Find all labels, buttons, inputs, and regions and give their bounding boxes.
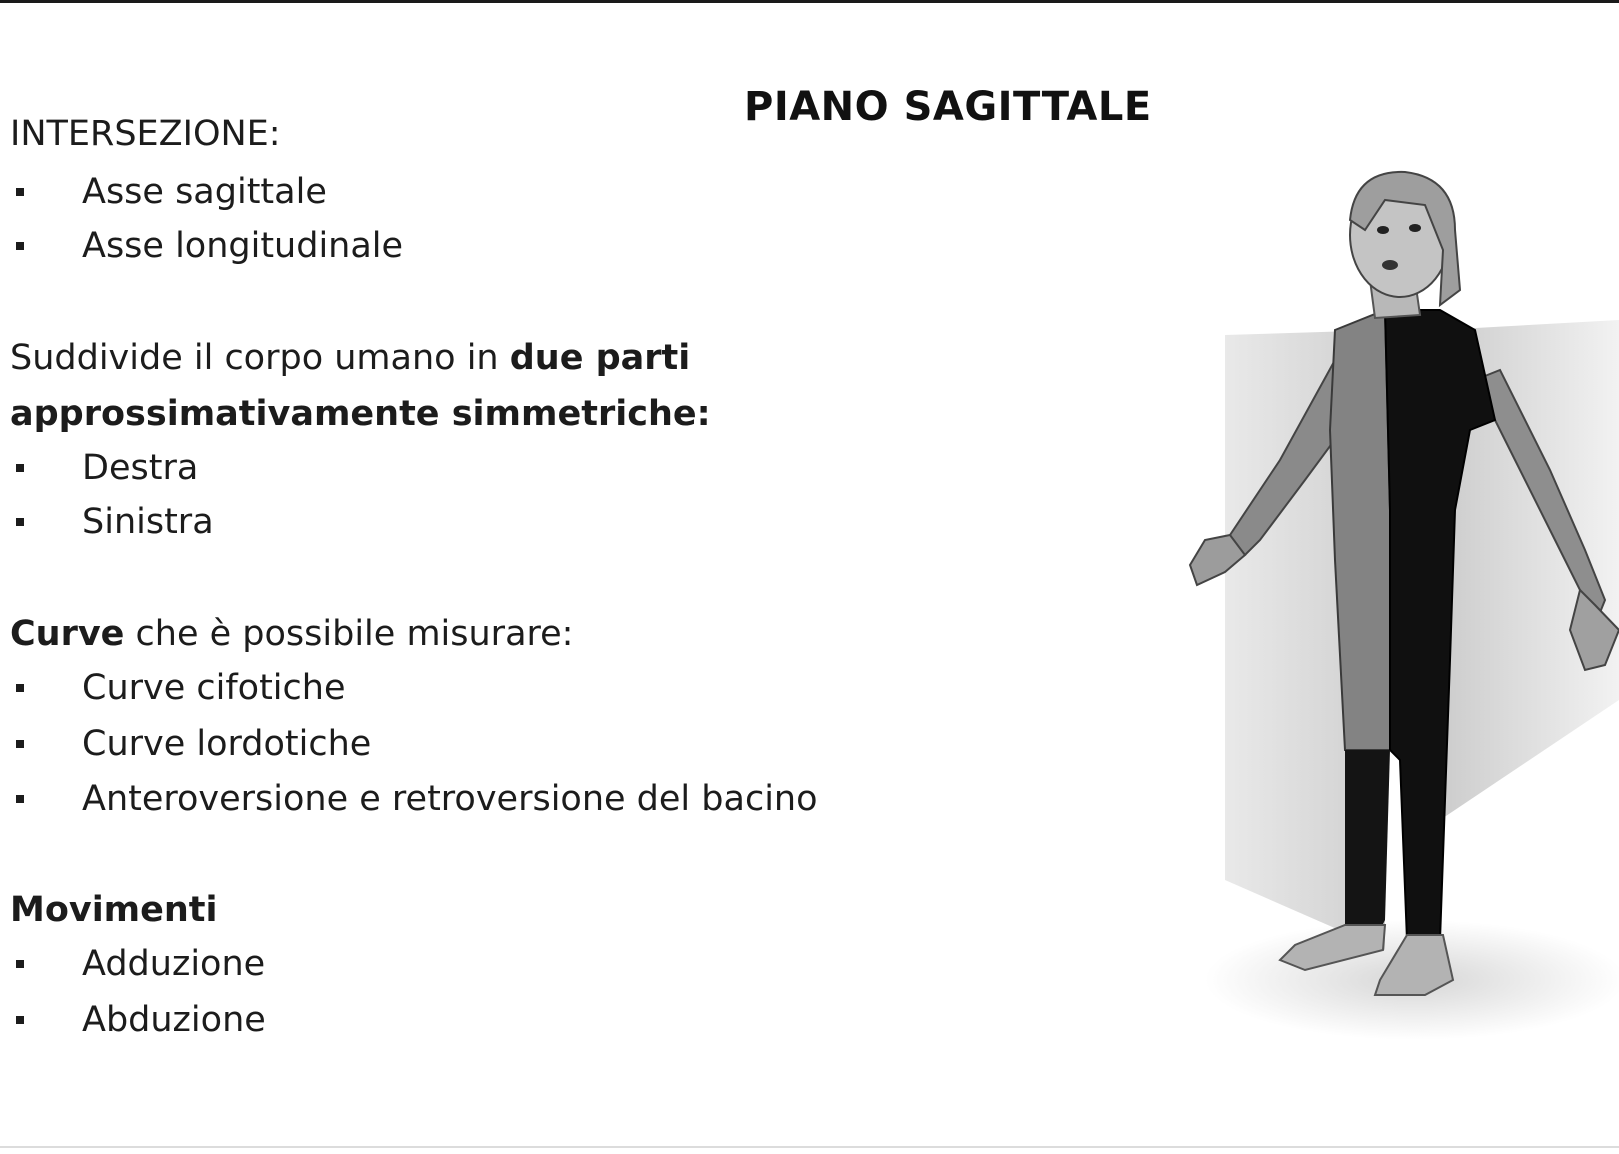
division-line-1 <box>10 336 690 380</box>
bullet-icon <box>16 464 24 472</box>
division-item: Sinistra <box>82 502 214 542</box>
left-leg-lower <box>1345 750 1390 930</box>
division-line-2: approssimativamente simmetriche: <box>10 394 711 434</box>
mouth <box>1382 260 1398 270</box>
division-text: Suddivide il corpo umano in <box>10 338 510 378</box>
left-eye <box>1377 226 1389 234</box>
bullet-icon <box>16 242 24 250</box>
right-eye <box>1409 224 1421 232</box>
curves-item: Curve lordotiche <box>82 724 372 764</box>
intersection-item: Asse sagittale <box>82 172 327 212</box>
bullet-icon <box>16 960 24 968</box>
division-item: Destra <box>82 448 199 488</box>
intersection-heading: INTERSEZIONE: <box>10 114 281 154</box>
bullet-icon <box>16 1016 24 1024</box>
movements-item: Abduzione <box>82 1000 266 1040</box>
human-body-sagittal-plane-illustration <box>1185 160 1619 1050</box>
slide-title: PIANO SAGITTALE <box>744 84 1152 130</box>
bullet-icon <box>16 188 24 196</box>
curves-item: Anteroversione e retroversione del bacino <box>82 779 818 819</box>
curves-item: Curve cifotiche <box>82 668 346 708</box>
curves-heading <box>10 612 573 656</box>
bullet-icon <box>16 740 24 748</box>
body-figure-svg <box>1185 160 1619 1050</box>
movements-item: Adduzione <box>82 944 266 984</box>
bullet-icon <box>16 518 24 526</box>
intersection-item: Asse longitudinale <box>82 226 404 266</box>
bottom-border <box>0 1146 1619 1148</box>
bullet-icon <box>16 684 24 692</box>
curves-heading-rest: che è possibile misurare: <box>124 614 574 654</box>
movements-heading: Movimenti <box>10 890 218 930</box>
top-border <box>0 0 1619 3</box>
bullet-icon <box>16 795 24 803</box>
division-bold-1: due parti <box>509 338 691 378</box>
curves-heading-bold: Curve <box>10 614 125 654</box>
